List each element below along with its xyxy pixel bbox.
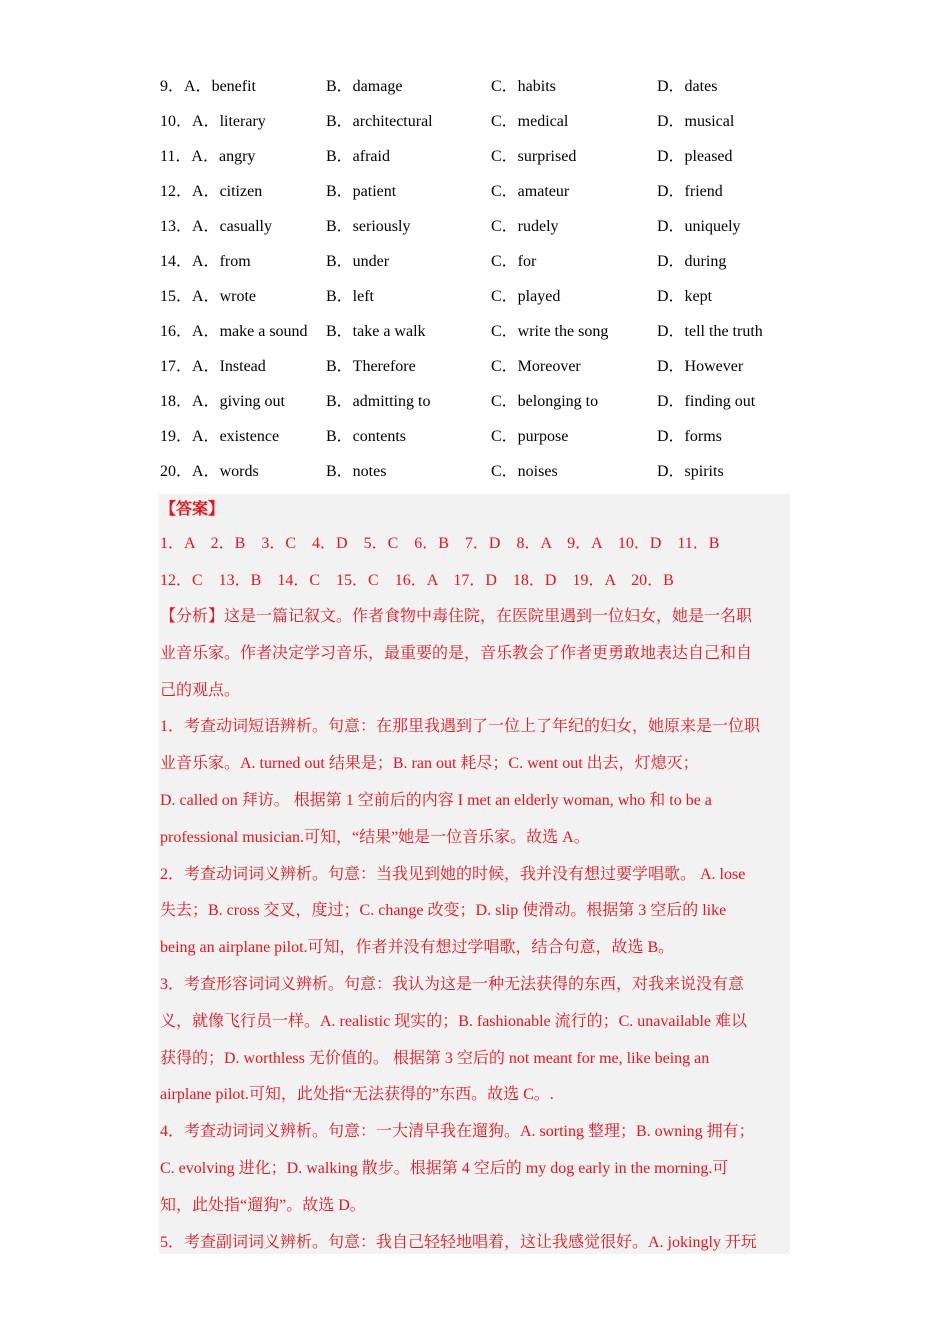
question-number: 19．A． [160, 428, 220, 445]
option-row [160, 389, 800, 424]
option-d: D．during [657, 253, 727, 270]
option-d: D．friend [657, 183, 723, 200]
question-number: 11．A． [160, 148, 219, 165]
option-c: C．Moreover [491, 358, 581, 375]
option-a-text: make a sound [219, 323, 308, 340]
answer-box [159, 494, 790, 1254]
option-a [160, 389, 285, 415]
option-b: B．admitting to [326, 393, 431, 410]
option-c: C．surprised [491, 148, 577, 165]
option-row [160, 144, 800, 179]
option-row [160, 249, 800, 284]
option-d: D．pleased [657, 148, 733, 165]
option-d: D．forms [657, 428, 722, 445]
option-c: C．write the song [491, 323, 609, 340]
option-a [160, 319, 308, 345]
option-row [160, 354, 800, 389]
option-a-text: Instead [219, 358, 266, 375]
question-number: 18．A． [160, 393, 220, 410]
option-d: D．kept [657, 288, 713, 305]
answer-keys-line-2: 12．C 13．B 14．C 15．C 16．A 17．D 18．D 19．A 20．B [160, 572, 674, 589]
option-a [160, 74, 256, 100]
option-b: B．patient [326, 183, 397, 200]
option-b: B．Therefore [326, 358, 416, 375]
option-a [160, 179, 262, 205]
option-a-text: benefit [211, 78, 256, 95]
option-d: D．finding out [657, 393, 756, 410]
option-row [160, 459, 800, 494]
option-a-text: casually [219, 218, 272, 235]
option-a [160, 144, 255, 170]
option-a-text: angry [218, 148, 256, 165]
option-a [160, 284, 256, 310]
analysis-line: 己的观点。 [160, 681, 241, 699]
option-d: D．tell the truth [657, 323, 763, 340]
option-b: B．damage [326, 78, 403, 95]
analysis-line: 义，就像飞行员一样。A. realistic 现实的；B. fashionable 流行的；C. unavailable 难以 [160, 1012, 748, 1030]
option-c: C．for [491, 253, 537, 270]
option-row [160, 109, 800, 144]
option-a-text: existence [219, 428, 280, 445]
analysis-line: 知，此处指“遛狗”。故选 D。 [160, 1196, 366, 1214]
option-row [160, 424, 800, 459]
option-d: D．However [657, 358, 744, 375]
question-number: 20．A． [160, 463, 220, 480]
question-number: 13．A． [160, 218, 220, 235]
analysis-line: D. called on 拜访。 根据第 1 空前后的内容 I met an elderly woman, who 和 to be a [160, 792, 712, 809]
analysis-line: 5．考查副词词义辨析。句意：我自己轻轻地唱着，这让我感觉很好。A. jokingly 开玩 [160, 1233, 757, 1251]
option-c: C．rudely [491, 218, 559, 235]
analysis-line: 业音乐家。作者决定学习音乐，最重要的是，音乐教会了作者更勇敢地表达自己和自 [160, 644, 753, 662]
option-b: B．contents [326, 428, 406, 445]
option-c: C．amateur [491, 183, 570, 200]
option-c: C．noises [491, 463, 558, 480]
analysis-line: 4．考查动词词义辨析。句意：一大清早我在遛狗。A. sorting 整理；B. owning 拥有； [160, 1123, 755, 1141]
option-a-text: giving out [219, 393, 285, 410]
question-number: 15．A． [160, 288, 220, 305]
option-a [160, 249, 251, 275]
option-d: D．dates [657, 78, 718, 95]
option-b: B．architectural [326, 113, 433, 130]
analysis-line: 1．考查动词短语辨析。句意：在那里我遇到了一位上了年纪的妇女，她原来是一位职 [160, 718, 761, 736]
option-a-text: words [219, 463, 259, 480]
option-c: C．purpose [491, 428, 569, 445]
analysis-line: 业音乐家。A. turned out 结果是；B. ran out 耗尽；C. went out 出去，灯熄灭； [160, 755, 699, 773]
analysis-line: being an airplane pilot.可知，作者并没有想过学唱歌，结合句意，故选 B。 [160, 939, 675, 957]
option-a [160, 214, 272, 240]
option-b: B．under [326, 253, 390, 270]
option-b: B．seriously [326, 218, 411, 235]
question-number: 12．A． [160, 183, 220, 200]
option-c: C．medical [491, 113, 569, 130]
option-row [160, 179, 800, 214]
question-number: 9．A． [160, 78, 212, 95]
option-b: B．left [326, 288, 374, 305]
option-a [160, 459, 259, 485]
option-d: D．musical [657, 113, 735, 130]
question-number: 14．A． [160, 253, 220, 270]
option-c: C．belonging to [491, 393, 599, 410]
option-row [160, 214, 800, 249]
option-c: C．habits [491, 78, 556, 95]
analysis-line: airplane pilot.可知，此处指“无法获得的”东西。故选 C。. [160, 1086, 554, 1104]
option-c: C．played [491, 288, 561, 305]
analysis-line: 失去；B. cross 交叉，度过；C. change 改变；D. slip 使滑动。根据第 3 空后的 like [160, 902, 727, 920]
question-number: 10．A． [160, 113, 220, 130]
option-b: B．take a walk [326, 323, 426, 340]
answer-keys-line-1: 1．A 2．B 3．C 4．D 5．C 6．B 7．D 8．A 9．A 10．D 11．B [160, 535, 720, 552]
analysis-line: professional musician.可知，“结果”她是一位音乐家。故选 A。 [160, 828, 590, 846]
answer-heading: 【答案】 [160, 501, 225, 518]
option-a-text: from [219, 253, 251, 270]
option-a-text: literary [219, 113, 266, 130]
analysis-line: 2．考查动词词义辨析。句意：当我见到她的时候，我并没有想过要学唱歌。 A. lose [160, 865, 746, 883]
option-row [160, 74, 800, 109]
option-a-text: citizen [219, 183, 263, 200]
option-row [160, 284, 800, 319]
question-number: 17．A． [160, 358, 220, 375]
option-d: D．spirits [657, 463, 724, 480]
option-b: B．afraid [326, 148, 390, 165]
analysis-line: C. evolving 进化；D. walking 散步。根据第 4 空后的 my dog early in the morning.可 [160, 1160, 729, 1177]
options-table [160, 74, 800, 494]
analysis-line: 获得的；D. worthless 无价值的。 根据第 3 空后的 not meant for me, like being an [160, 1049, 710, 1067]
analysis-line: 【分析】这是一篇记叙文。作者食物中毒住院，在医院里遇到一位妇女，她是一名职 [160, 608, 753, 625]
option-a-text: wrote [219, 288, 256, 305]
option-a [160, 354, 266, 380]
option-b: B．notes [326, 463, 387, 480]
option-a [160, 424, 279, 450]
option-row [160, 319, 800, 354]
question-number: 16．A． [160, 323, 220, 340]
analysis-line: 3．考查形容词词义辨析。句意：我认为这是一种无法获得的东西，对我来说没有意 [160, 976, 745, 993]
option-d: D．uniquely [657, 218, 741, 235]
option-a [160, 109, 266, 135]
